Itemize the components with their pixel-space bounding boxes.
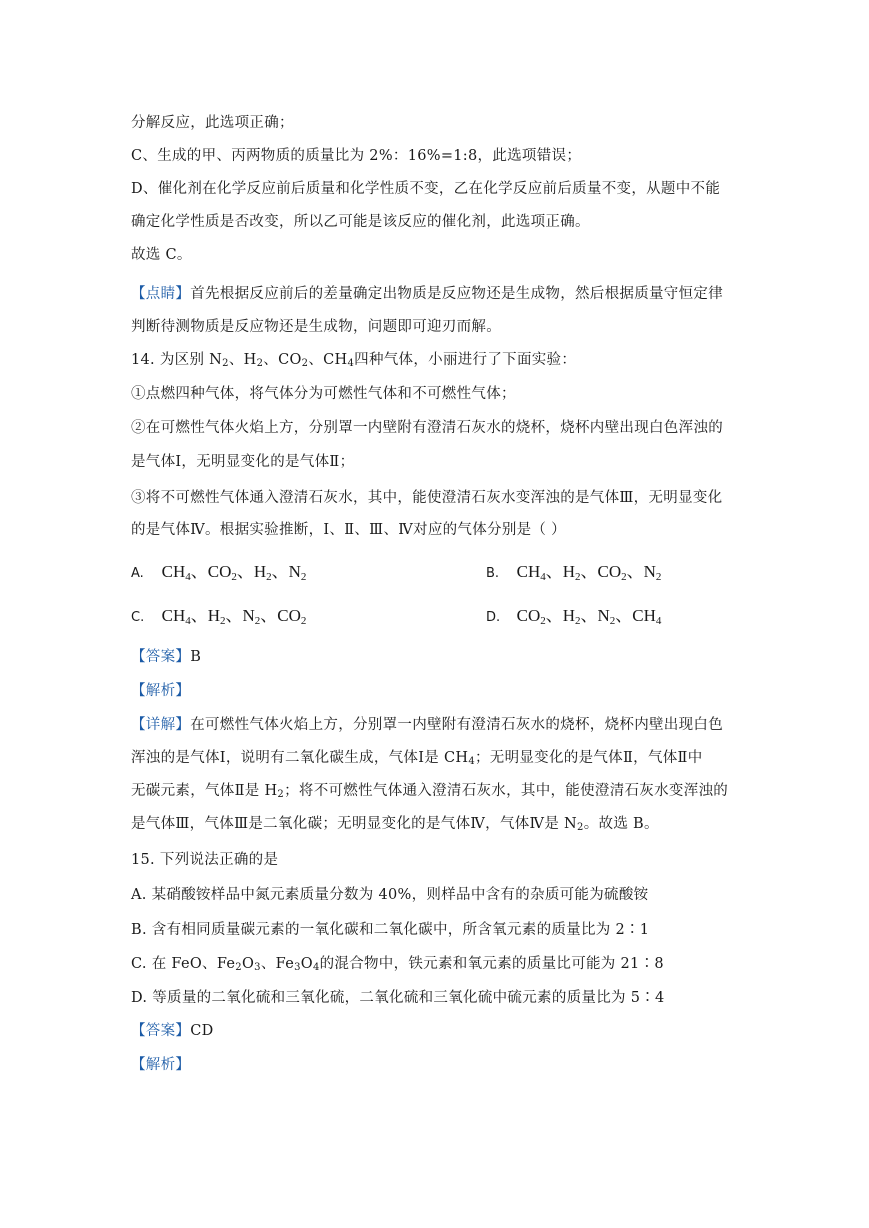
text: O	[300, 956, 313, 972]
text-line	[131, 452, 354, 472]
analysis-15	[131, 1055, 190, 1075]
analysis-label: 【解析】	[131, 1057, 191, 1073]
formula: $CO_2$、$H_2$、$N_2$、$CH_4$	[516, 606, 662, 627]
text-line	[131, 113, 294, 133]
subscript: 4	[468, 756, 475, 767]
analysis-label: 【解析】	[131, 683, 191, 699]
formula: $CH_4$、$H_2$、$CO_2$、$N_2$	[516, 562, 662, 583]
text-line	[131, 179, 720, 199]
text-line	[131, 384, 516, 404]
text: 、CO	[263, 352, 302, 368]
answer-value: CD	[190, 1023, 214, 1039]
option-label: A.	[131, 566, 144, 581]
text: 是气体Ⅲ，气体Ⅲ是二氧化碳；无明显变化的是气体Ⅳ，气体Ⅳ是 N	[131, 816, 578, 832]
text: C. 在 FeO、Fe	[131, 956, 236, 972]
text: D、催化剂在化学反应前后质量和化学性质不变，乙在化学反应前后质量不变，从题中不能	[131, 181, 721, 197]
option-15-d	[131, 988, 665, 1008]
text: 15. 下列说法正确的是	[131, 852, 279, 868]
text: 、CH	[308, 352, 348, 368]
text: A. 某硝酸铵样品中氮元素质量分数为 40%，则样品中含有的杂质可能为硫酸铵	[131, 887, 649, 903]
text: 在可燃性气体火焰上方，分别罩一内壁附有澄清石灰水的烧杯，烧杯内壁出现白色	[190, 717, 723, 733]
text: 判断待测物质是反应物还是生成物，问题即可迎刃而解。	[131, 319, 501, 335]
answer-label: 【答案】	[131, 1023, 191, 1039]
text-line	[131, 814, 659, 838]
option-label: D.	[486, 610, 501, 625]
subscript: 4	[347, 358, 355, 369]
text: C、生成的甲、丙两物质的质量比为 2%：16%=1:8，此选项错误；	[131, 148, 582, 164]
subscript: 2	[301, 358, 309, 369]
text-line	[131, 418, 723, 438]
subscript: 3	[294, 962, 301, 973]
option-15-b	[131, 920, 649, 940]
detail-label: 【详解】	[131, 717, 191, 733]
text: 故选 C。	[131, 247, 192, 263]
subscript: 2	[277, 789, 285, 800]
text: 首先根据反应前后的差量确定出物质是反应物还是生成物，然后根据质量守恒定律	[190, 286, 723, 302]
subscript: 2	[235, 962, 242, 973]
option-label: B.	[486, 566, 500, 581]
text-line	[131, 284, 723, 304]
option-15-a	[131, 885, 648, 905]
text: B. 含有相同质量碳元素的一氧化碳和二氧化碳中，所含氧元素的质量比为 2∶1	[131, 922, 650, 938]
subscript: 2	[577, 822, 584, 833]
option-b	[486, 561, 661, 588]
answer-15	[131, 1021, 214, 1041]
answer-14	[131, 647, 201, 667]
text: D. 等质量的二氧化硫和三氧化硫，二氧化硫和三氧化硫中硫元素的质量比为 5∶4	[131, 990, 665, 1006]
subscript: 2	[256, 358, 264, 369]
option-a	[131, 561, 306, 588]
question-15	[131, 850, 278, 870]
text-line	[131, 317, 501, 337]
option-15-c	[131, 954, 664, 978]
text: ②在可燃性气体火焰上方，分别罩一内壁附有澄清石灰水的烧杯，烧杯内壁出现白色浑浊的	[131, 420, 723, 436]
option-d	[486, 605, 661, 632]
answer-value: B	[190, 649, 202, 665]
subscript: 4	[312, 962, 320, 973]
text-line	[131, 520, 566, 540]
analysis-14	[131, 681, 190, 701]
text: ；无明显变化的是气体Ⅱ，气体Ⅱ中	[474, 750, 703, 766]
text: O	[241, 956, 255, 972]
text-line	[131, 748, 703, 772]
text: 14. 为区别 N	[131, 352, 223, 368]
text-line	[131, 488, 722, 508]
text: 确定化学性质是否改变，所以乙可能是该反应的催化剂，此选项正确。	[131, 214, 590, 230]
text: 的混合物中，铁元素和氧元素的质量比可能为 21∶8	[319, 956, 664, 972]
text: 、H	[228, 352, 257, 368]
text-line	[131, 245, 192, 265]
text-line	[131, 212, 590, 232]
text-line	[131, 781, 728, 805]
option-c	[131, 605, 306, 632]
text: 的是气体Ⅳ。根据实验推断，Ⅰ、Ⅱ、Ⅲ、Ⅳ对应的气体分别是（ ）	[131, 522, 566, 538]
text: 无碳元素，气体Ⅱ是 H	[131, 783, 278, 799]
text: 。故选 B。	[583, 816, 659, 832]
text: 四种气体，小丽进行了下面实验：	[354, 352, 577, 368]
text: 、Fe	[260, 956, 295, 972]
text: ③将不可燃性气体通入澄清石灰水，其中，能使澄清石灰水变浑浊的是气体Ⅲ，无明显变化	[131, 490, 723, 506]
formula: $CH_4$、$CO_2$、$H_2$、$N_2$	[161, 562, 307, 583]
text: 浑浊的是气体Ⅰ，说明有二氧化碳生成，气体Ⅰ是 CH	[131, 750, 469, 766]
text-line	[131, 715, 723, 735]
formula: $CH_4$、$H_2$、$N_2$、$CO_2$	[161, 606, 307, 627]
question-14	[131, 350, 576, 374]
text: 分解反应，此选项正确；	[131, 115, 294, 131]
tip-label: 【点睛】	[131, 286, 191, 302]
subscript: 3	[254, 962, 261, 973]
answer-label: 【答案】	[131, 649, 191, 665]
text: 是气体Ⅰ，无明显变化的是气体Ⅱ；	[131, 454, 355, 470]
text: ①点燃四种气体，将气体分为可燃性气体和不可燃性气体；	[131, 386, 516, 402]
text: ；将不可燃性气体通入澄清石灰水，其中，能使澄清石灰水变浑浊的	[284, 783, 729, 799]
subscript: 2	[222, 358, 229, 369]
text-line	[131, 146, 581, 166]
option-label: C.	[131, 610, 145, 625]
